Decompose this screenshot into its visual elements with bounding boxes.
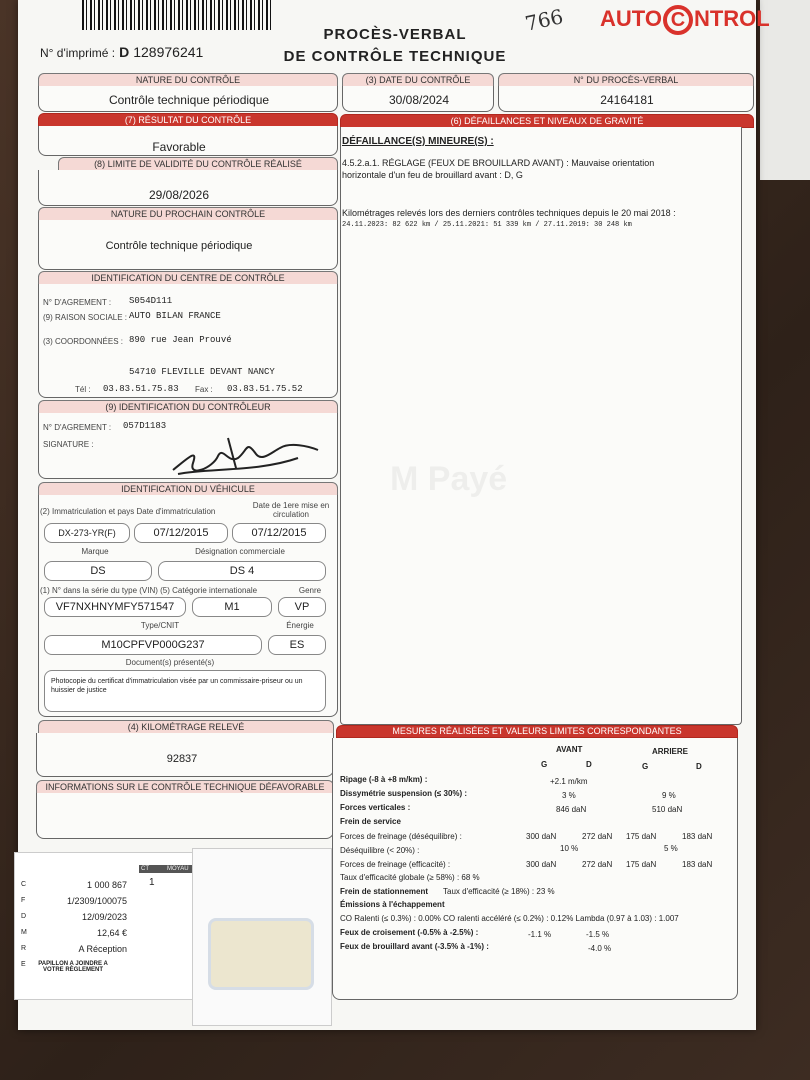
stub-values: 1 000 867 1/2309/100075 12/09/2023 12,64 € A Réception <box>66 880 127 954</box>
km-header: (4) KILOMÉTRAGE RELEVÉ <box>38 720 334 734</box>
km-history-title: Kilométrages relevés lors des derniers contrôles techniques depuis le 20 mai 2018 : <box>342 208 676 218</box>
controleur-header: (9) IDENTIFICATION DU CONTRÔLEUR <box>38 400 338 414</box>
logo-left: AUTO <box>600 6 662 31</box>
stub-one: 1 <box>149 877 155 888</box>
logo-c-icon: C <box>663 5 693 35</box>
date-controle-header: (3) DATE DU CONTRÔLE <box>342 73 494 87</box>
signature-icon <box>168 428 328 478</box>
num-pv-value: 24164181 <box>600 93 654 107</box>
designation-field: DS 4 <box>158 561 326 581</box>
mesures-header: MESURES RÉALISÉES ET VALEURS LIMITES CORRESPONDANTES <box>336 725 738 738</box>
limite-box <box>38 170 338 206</box>
vehicule-header: IDENTIFICATION DU VÉHICULE <box>38 482 338 496</box>
imprime-number: N° d'imprimé : D 128976241 <box>40 44 204 60</box>
date-1ere-field: 07/12/2015 <box>232 523 326 543</box>
docs-box <box>44 670 326 712</box>
resultat-header: (7) RÉSULTAT DU CONTRÔLE <box>38 113 338 127</box>
docs-value: Photocopie du certificat d'immatriculation visée par un commissaire-priseur ou un huissier de justice <box>51 678 303 694</box>
controleur-box: N° D'AGREMENT : 057D1183 SIGNATURE : <box>38 413 338 479</box>
date-immat-field: 07/12/2015 <box>134 523 228 543</box>
stub-keys: C F D M R E <box>21 881 27 968</box>
centre-header: IDENTIFICATION DU CENTRE DE CONTRÔLE <box>38 271 338 285</box>
centre-tel: 03.83.51.75.83 <box>103 384 179 394</box>
centre-agrement: S054D111 <box>129 296 173 306</box>
defaillance-line-2: horizontale d'un feu de brouillard avant : D, G <box>342 170 523 180</box>
defaillance-line-1: 4.5.2.a.1. RÉGLAGE (FEUX DE BROUILLARD AVANT) : Mauvaise orientation <box>342 158 655 168</box>
marque-field: DS <box>44 561 152 581</box>
title-line-2: DE CONTRÔLE TECHNIQUE <box>283 48 507 65</box>
prochain-header: NATURE DU PROCHAIN CONTRÔLE <box>38 207 338 221</box>
energie-field: ES <box>268 635 326 655</box>
controleur-agrement: 057D1183 <box>123 421 167 431</box>
stub-papillon: PAPILLON A JOINDRE A VOTRE RÈGLEMENT <box>38 961 108 973</box>
centre-adresse: 890 rue Jean Prouvé <box>129 335 232 345</box>
nature-value: Contrôle technique périodique <box>108 93 270 107</box>
nature-box <box>38 86 338 112</box>
date-controle-box <box>342 86 494 112</box>
prochain-value: Contrôle technique périodique <box>105 240 253 252</box>
title-line-1: PROCÈS-VERBAL <box>323 26 467 43</box>
centre-raison: AUTO BILAN FRANCE <box>129 311 221 321</box>
logo-right: NTROL <box>693 6 770 31</box>
prochain-box <box>38 220 338 270</box>
vin-field: VF7NXHNYMFY571547 <box>44 597 186 617</box>
defaillances-header: (6) DÉFAILLANCES ET NIVEAUX DE GRAVITÉ <box>340 114 754 128</box>
immat-field: DX-273-YR(F) <box>44 523 130 543</box>
type-field: M10CPFVP000G237 <box>44 635 262 655</box>
km-value: 92837 <box>166 753 198 765</box>
resultat-value: Favorable <box>152 140 206 154</box>
resultat-box <box>38 126 338 156</box>
categorie-field: M1 <box>192 597 272 617</box>
km-box <box>36 733 334 777</box>
km-history-line: 24.11.2023: 82 622 km / 25.11.2021: 51 339 km / 27.11.2019: 30 248 km <box>342 221 632 229</box>
date-controle-value: 30/08/2024 <box>388 93 450 107</box>
limite-value: 29/08/2026 <box>148 188 210 202</box>
num-pv-box <box>498 86 754 112</box>
num-pv-header: N° DU PROCÈS-VERBAL <box>498 73 754 87</box>
handwritten-number: 766 <box>522 4 566 36</box>
centre-fax: 03.83.51.75.52 <box>227 384 303 394</box>
centre-box: N° D'AGREMENT : S054D111 (9) RAISON SOCIALE : AUTO BILAN FRANCE (3) COORDONNÉES : 890 rue Jean Prouvé 54710 FLEVILLE DEVANT NANCY Tél : 03.83.51.75.83 Fax : 03.83.51.75.52 <box>38 284 338 398</box>
limite-header: (8) LIMITE DE VALIDITÉ DU CONTRÔLE RÉALISÉ <box>58 157 338 171</box>
centre-ville: 54710 FLEVILLE DEVANT NANCY <box>129 367 275 377</box>
stub-dark-strip: CT MOYAU <box>139 865 195 873</box>
nature-header: NATURE DU CONTRÔLE <box>38 73 338 87</box>
infos-defav-header: INFORMATIONS SUR LE CONTRÔLE TECHNIQUE DÉFAVORABLE <box>36 780 334 794</box>
infos-defav-box <box>36 793 334 839</box>
payment-stub <box>14 852 194 1000</box>
stamp-icon <box>208 918 314 990</box>
autocontrol-logo <box>600 5 770 35</box>
genre-field: VP <box>278 597 326 617</box>
barcode <box>82 0 272 30</box>
defaillances-title: DÉFAILLANCE(S) MINEURE(S) : <box>342 136 494 147</box>
paid-watermark: M Payé <box>390 460 508 498</box>
